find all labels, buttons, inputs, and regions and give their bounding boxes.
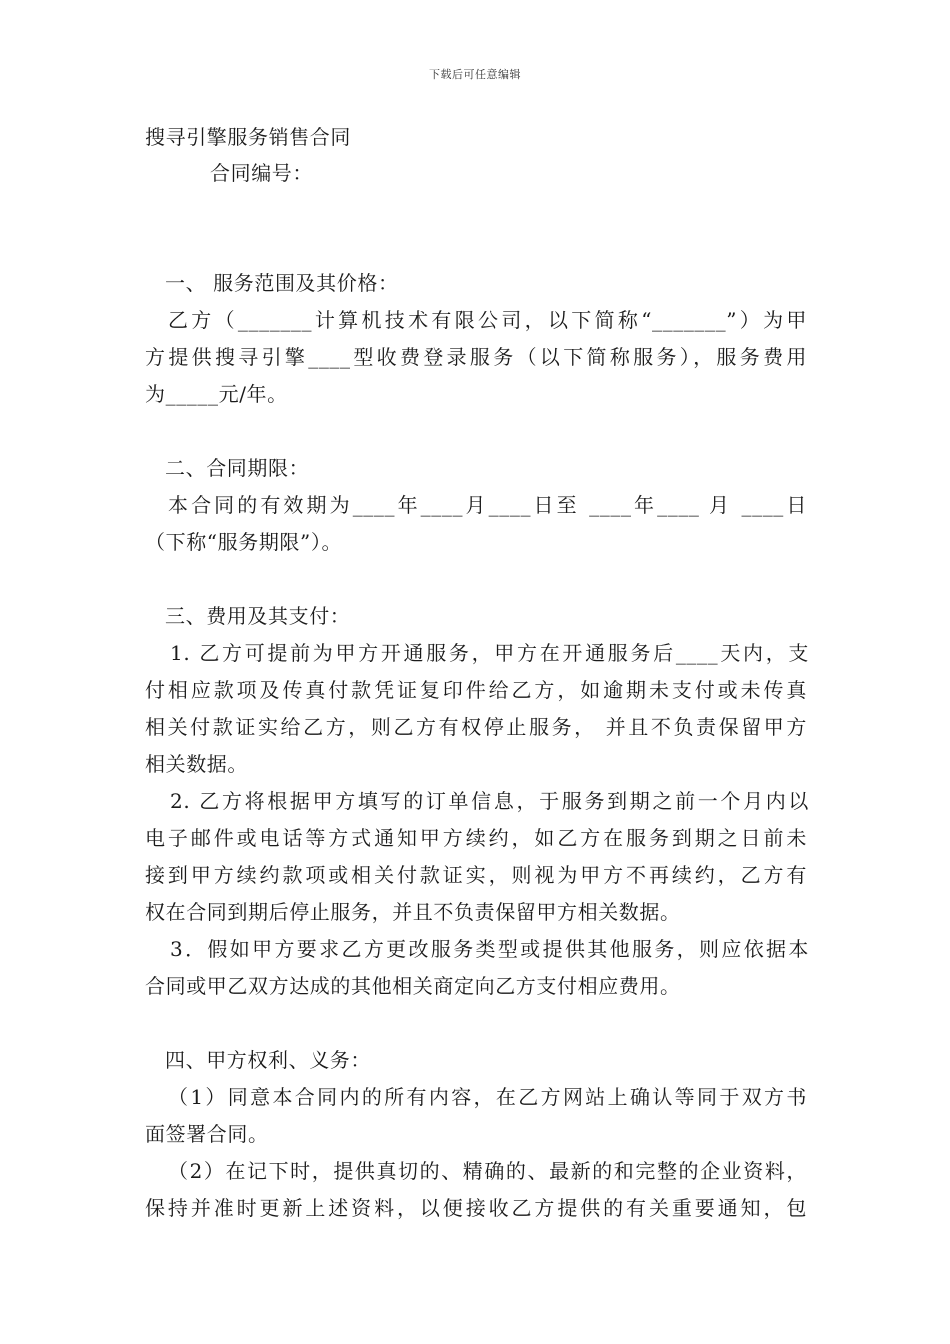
paragraph-line: 3．假如甲方要求乙方更改服务类型或提供其他服务，则应依据本 <box>170 937 809 961</box>
section-heading-4: 四、甲方权利、义务： <box>165 1048 371 1072</box>
contract-number-label: 合同编号： <box>210 161 313 185</box>
paragraph-line: 合同或甲乙双方达成的其他相关商定向乙方支付相应费用。 <box>145 974 681 998</box>
document-title: 搜寻引擎服务销售合同 <box>145 125 351 149</box>
paragraph-line: 1. 乙方可提前为甲方开通服务，甲方在开通服务后____天内，支 <box>170 641 809 665</box>
paragraph-line: 接到甲方续约款项或相关付款证实，则视为甲方不再续约，乙方有 <box>145 863 807 887</box>
paragraph-line: 本合同的有效期为____年____月____日至 ____年____ 月 ____日 <box>168 493 807 517</box>
section-heading-1: 一、 服务范围及其价格： <box>165 271 399 295</box>
paragraph-line: 为_____元/年。 <box>145 382 288 406</box>
paragraph-line: 保持并准时更新上述资料，以便接收乙方提供的有关重要通知，包 <box>145 1196 807 1220</box>
paragraph-line: 乙方（_______计算机技术有限公司，以下简称“_______”）为甲 <box>168 308 807 332</box>
paragraph-line: 电子邮件或电话等方式通知甲方续约，如乙方在服务到期之日前未 <box>145 826 807 850</box>
paragraph-line: 方提供搜寻引擎____型收费登录服务（以下简称服务），服务费用 <box>145 345 807 369</box>
paragraph-line: （下称“服务期限”）。 <box>145 530 343 554</box>
section-heading-3: 三、费用及其支付： <box>165 604 351 628</box>
paragraph-line: （1）同意本合同内的所有内容，在乙方网站上确认等同于双方书 <box>168 1085 807 1109</box>
paragraph-line: 相关数据。 <box>145 752 248 776</box>
paragraph-line: 付相应款项及传真付款凭证复印件给乙方，如逾期未支付或未传真 <box>145 678 807 702</box>
section-heading-2: 二、合同期限： <box>165 456 310 480</box>
paragraph-line: 面签署合同。 <box>145 1122 269 1146</box>
paragraph-line: 2. 乙方将根据甲方填写的订单信息，于服务到期之前一个月内以 <box>170 789 809 813</box>
header-note: 下载后可任意编辑 <box>429 68 521 81</box>
paragraph-line: 相关付款证实给乙方，则乙方有权停止服务， 并且不负责保留甲方 <box>145 715 807 739</box>
paragraph-line: 权在合同到期后停止服务，并且不负责保留甲方相关数据。 <box>145 900 681 924</box>
paragraph-line: （2）在记下时，提供真切的、精确的、最新的和完整的企业资料， <box>168 1159 807 1183</box>
